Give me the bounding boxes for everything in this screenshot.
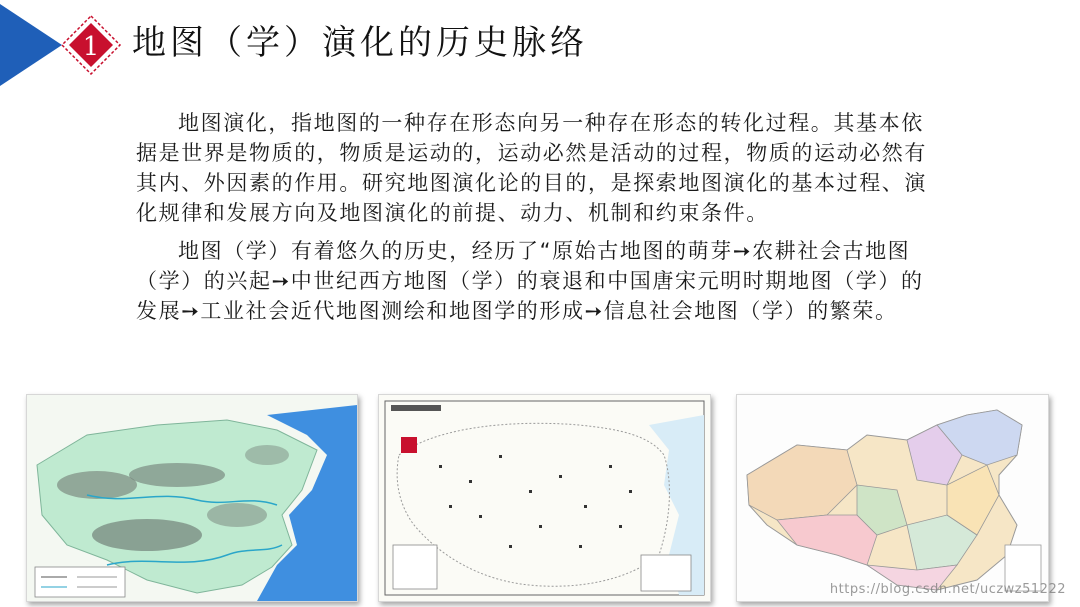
page-title: 地图（学）演化的历史脉络	[132, 23, 588, 63]
modern-administrative-map-image	[736, 394, 1049, 602]
paragraph-definition: 地图演化，指地图的一种存在形态向另一种存在形态的转化过程。其基本依据是世界是物质的，物质是运动的，运动必然是活动的过程，物质的运动必然有其内、外因素的作用。研究地图演化论的目的，是探索地图演化的基本过程、演化规律和发展方向及地图演化的前提、动力、机制和约束条件。	[136, 111, 927, 225]
ancient-physical-map-image	[26, 394, 358, 602]
section-number: 1	[82, 32, 100, 62]
historical-administrative-map-image	[378, 394, 711, 602]
section-number-badge	[60, 14, 122, 76]
paragraph-history: 地图（学）有着悠久的历史，经历了“原始古地图的萌芽➙农耕社会古地图（学）的兴起➙中世纪西方地图（学）的衰退和中国唐宋元明时期地图（学）的发展➙工业社会近代地图测绘和地图学的形成➙信息社会地图（学）的繁荣。	[136, 239, 924, 323]
watermark: https://blog.csdn.net/uczwz51222	[829, 582, 1066, 597]
header-arrow-icon	[0, 4, 62, 86]
body-text	[136, 108, 936, 334]
